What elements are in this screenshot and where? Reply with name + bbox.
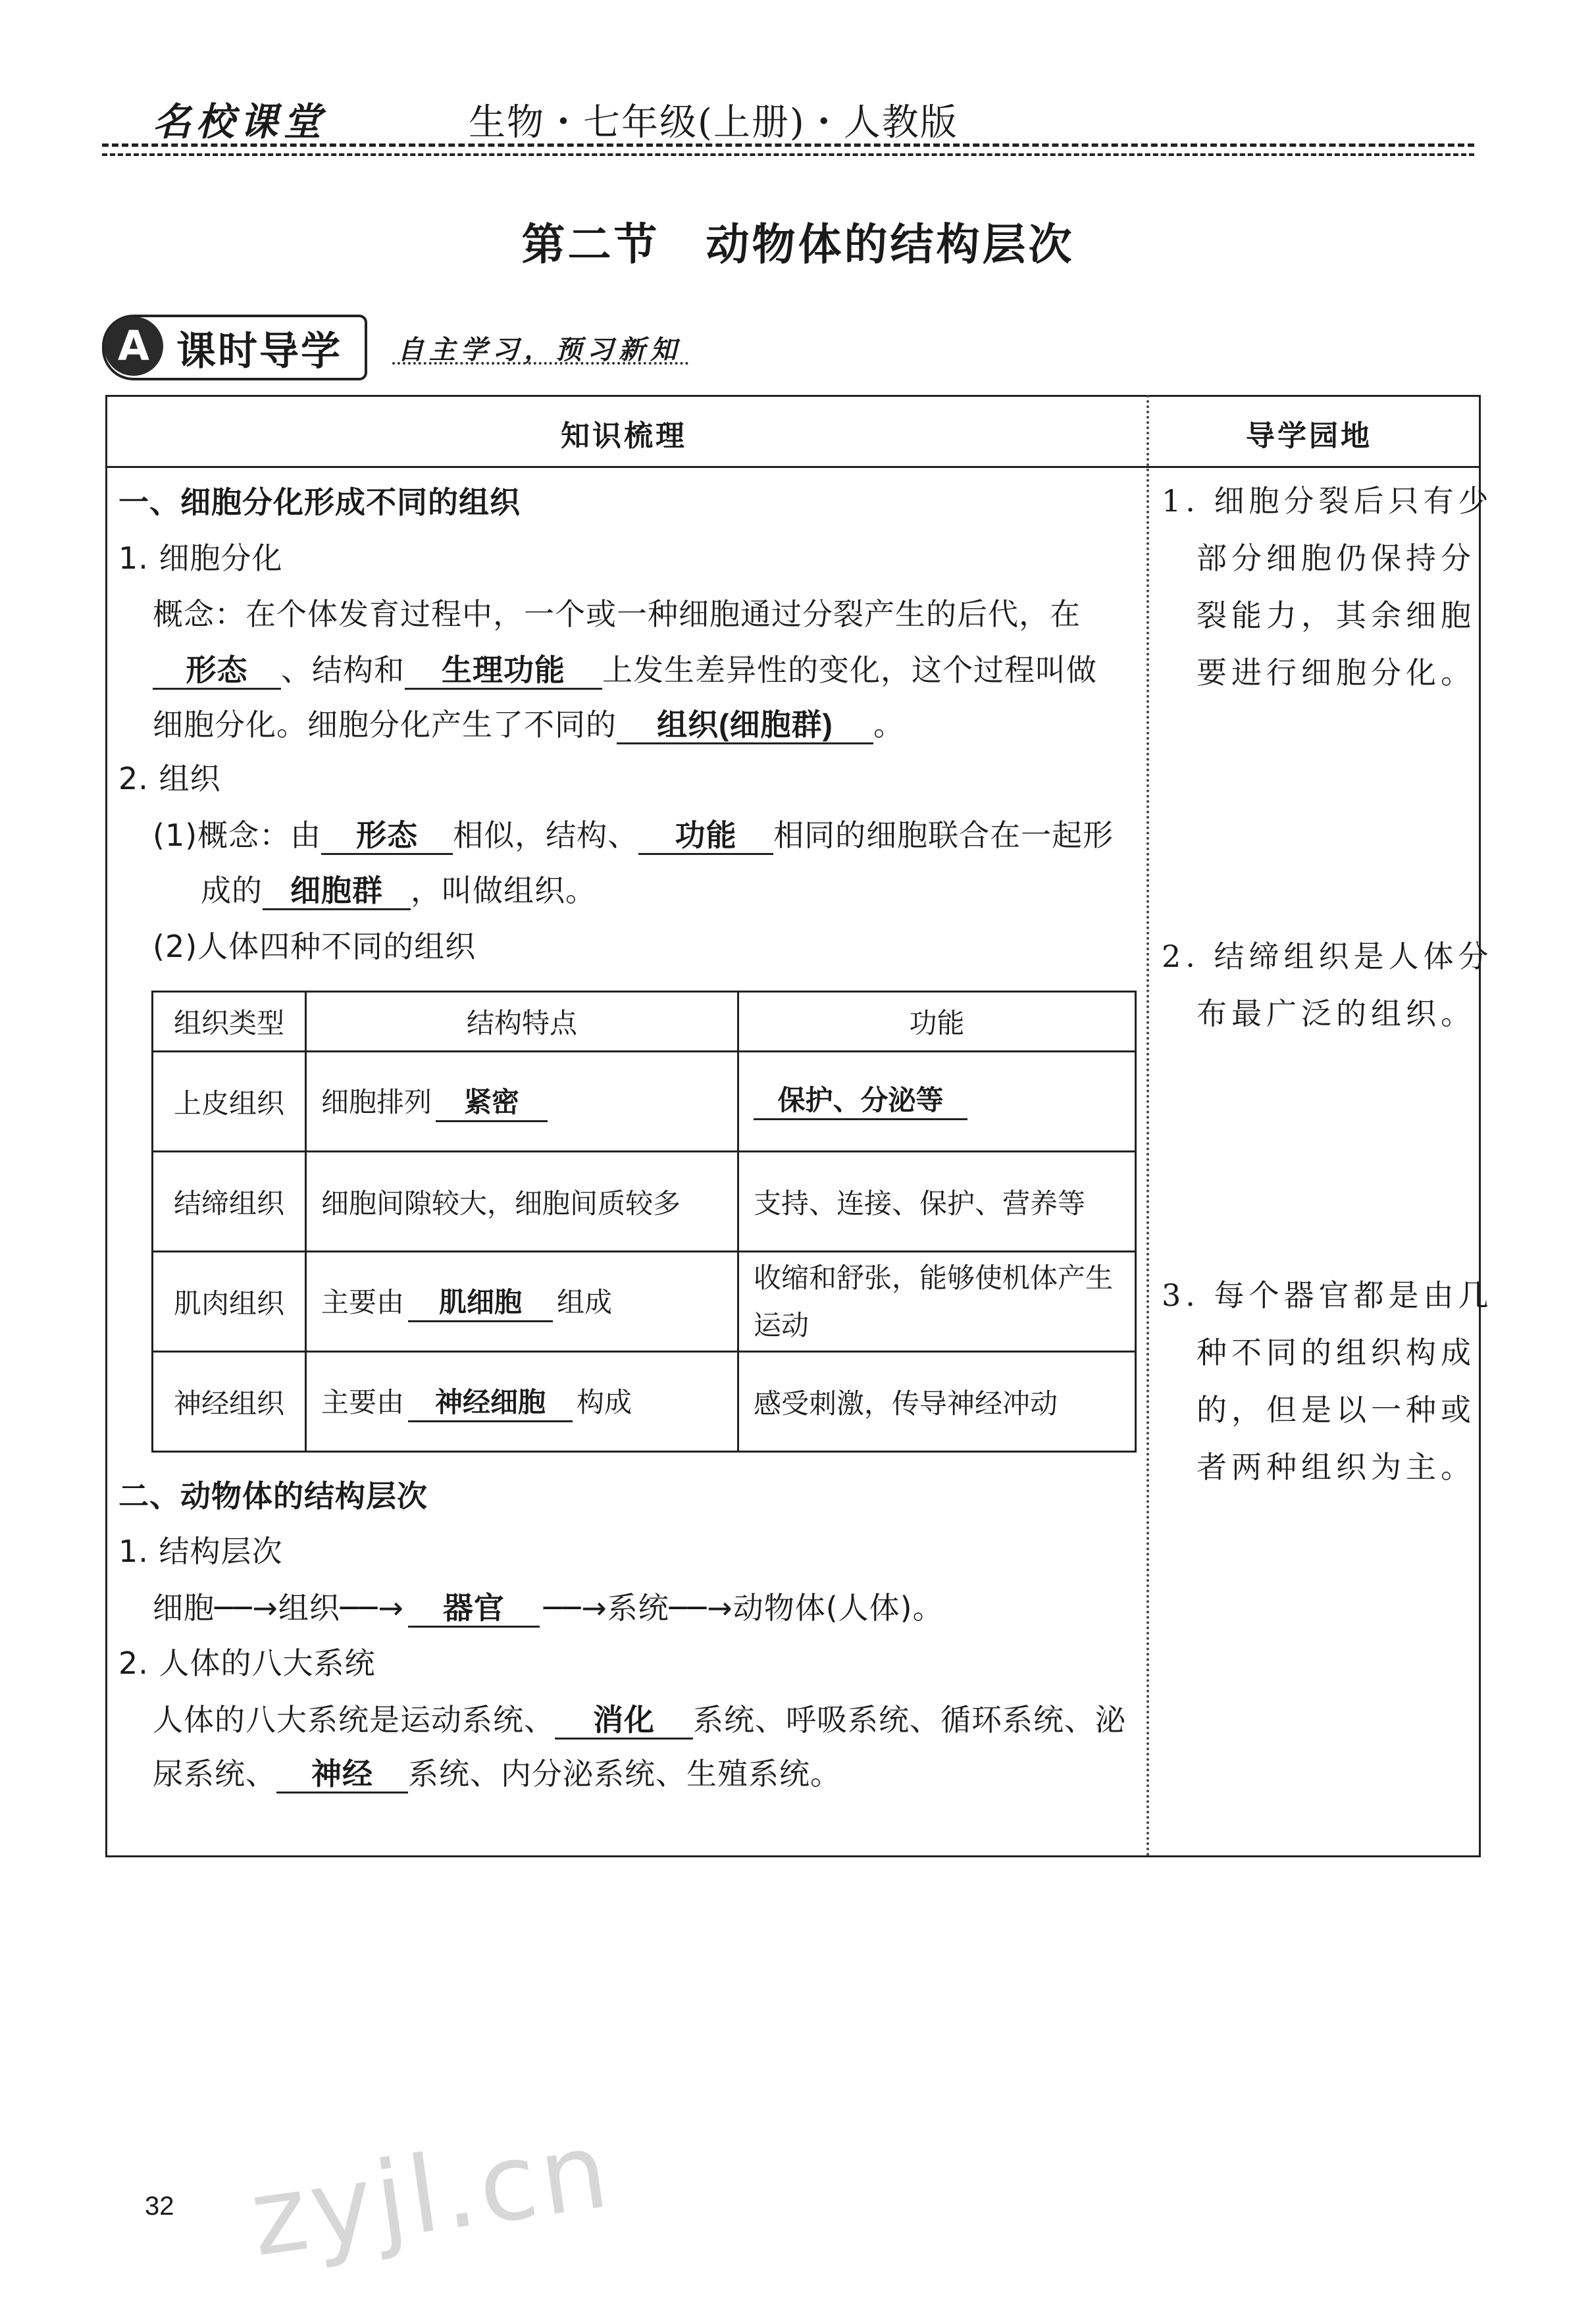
concept-line-2 bbox=[153, 648, 1097, 692]
side-note-line: 2. 结缔组织是人体分 bbox=[1162, 939, 1493, 974]
part2-s2-title: 2. 人体的八大系统 bbox=[118, 1645, 376, 1681]
section-subtitle: 自主学习，预习新知 bbox=[398, 334, 682, 365]
th-structure: 结构特点 bbox=[306, 992, 738, 1052]
part2-s1-title: 1. 结构层次 bbox=[118, 1534, 283, 1569]
blank-cell-group: 细胞群 bbox=[263, 873, 411, 910]
tissue-concept-post: ，叫做组织。 bbox=[411, 873, 596, 908]
chain-post: ──→系统──→动物体(人体)。 bbox=[543, 1590, 944, 1626]
side-note-line: 的，但是以一种或 bbox=[1197, 1392, 1476, 1428]
table-row bbox=[153, 1052, 1136, 1152]
table-row bbox=[153, 1252, 1136, 1352]
tissue-concept-mid: 相似，结构、 bbox=[453, 817, 639, 853]
tissue-table bbox=[151, 991, 1137, 1453]
text-period: 。 bbox=[873, 707, 904, 742]
side-note-line: 者两种组织为主。 bbox=[1197, 1449, 1476, 1485]
blank-shape: 形态 bbox=[153, 652, 281, 690]
tissue-type: 神经组织 bbox=[153, 1352, 306, 1452]
blank-digestive: 消化 bbox=[555, 1702, 693, 1740]
section-badge-label: 课时导学 bbox=[176, 328, 342, 374]
four-tissues-title: (2)人体四种不同的组织 bbox=[153, 929, 476, 964]
section-badge-letter: A bbox=[104, 317, 163, 376]
th-function: 功能 bbox=[738, 992, 1136, 1052]
tissue-structure bbox=[306, 1352, 738, 1452]
blank-function: 生理功能 bbox=[405, 652, 602, 690]
tissue-concept-mid2: 相同的细胞联合在一起形 bbox=[773, 817, 1114, 853]
tissue-table-header bbox=[153, 992, 1136, 1052]
blank-muscle-cell: 肌细胞 bbox=[408, 1285, 553, 1322]
blank-compact: 紧密 bbox=[436, 1085, 548, 1122]
structure-post: 构成 bbox=[577, 1386, 632, 1418]
column-header-knowledge: 知识梳理 bbox=[561, 419, 687, 453]
tissue-type: 结缔组织 bbox=[153, 1152, 306, 1252]
header-row-divider bbox=[105, 466, 1481, 468]
th-type: 组织类型 bbox=[153, 992, 306, 1052]
page-number: 32 bbox=[145, 2192, 174, 2221]
side-note-2 bbox=[1162, 928, 1493, 1043]
systems-line-2 bbox=[153, 1752, 841, 1795]
part2-heading: 二、动物体的结构层次 bbox=[118, 1478, 428, 1514]
header-divider bbox=[102, 143, 1474, 147]
tissue-concept-line-2 bbox=[201, 869, 596, 912]
side-note-1 bbox=[1162, 473, 1493, 702]
side-note-3 bbox=[1162, 1267, 1493, 1496]
table-row bbox=[153, 1352, 1136, 1452]
side-note-line: 布最广泛的组织。 bbox=[1197, 996, 1476, 1031]
tissue-concept-pre: (1)概念：由 bbox=[153, 817, 322, 853]
watermark: zyjl.cn bbox=[243, 2107, 619, 2281]
text-diff: 上发生差异性的变化，这个过程叫做 bbox=[602, 652, 1097, 688]
concept-line: 概念：在个体发育过程中，一个或一种细胞通过分裂产生的后代，在 bbox=[153, 596, 1081, 632]
tissue-function: 感受刺激，传导神经冲动 bbox=[738, 1352, 1136, 1452]
blank-protect-secrete: 保护、分泌等 bbox=[754, 1083, 967, 1120]
systems-pre: 人体的八大系统是运动系统、 bbox=[153, 1702, 555, 1738]
systems-mid: 系统、呼吸系统、循环系统、泌 bbox=[693, 1702, 1126, 1738]
tissue-type: 肌肉组织 bbox=[153, 1252, 306, 1352]
blank-tissue-function: 功能 bbox=[638, 817, 773, 855]
column-divider bbox=[1146, 395, 1149, 1857]
part1-heading: 一、细胞分化形成不同的组织 bbox=[118, 484, 521, 520]
structure-pre: 主要由 bbox=[321, 1386, 405, 1418]
structure-pre: 主要由 bbox=[321, 1286, 405, 1318]
chain-pre: 细胞──→组织──→ bbox=[153, 1590, 404, 1626]
part1-s1-title: 1. 细胞分化 bbox=[118, 540, 283, 576]
side-note-line: 要进行细胞分化。 bbox=[1197, 655, 1476, 690]
book-title: 生物・七年级(上册)・人教版 bbox=[469, 101, 958, 144]
blank-organ: 器官 bbox=[408, 1590, 540, 1628]
structure-post: 组成 bbox=[557, 1286, 613, 1318]
series-title: 名校课堂 bbox=[153, 99, 327, 144]
header-divider-lower bbox=[102, 153, 1474, 156]
tissue-concept-pre2: 成的 bbox=[201, 873, 263, 908]
tissue-structure bbox=[306, 1052, 738, 1152]
concept-line-3 bbox=[153, 703, 904, 746]
tissue-function: 支持、连接、保护、营养等 bbox=[738, 1152, 1136, 1252]
tissue-function bbox=[738, 1052, 1136, 1152]
side-note-line: 种不同的组织构成 bbox=[1197, 1335, 1476, 1370]
part1-s2-title: 2. 组织 bbox=[118, 761, 221, 796]
hierarchy-chain bbox=[153, 1586, 944, 1630]
text-diff-prod: 细胞分化。细胞分化产生了不同的 bbox=[153, 707, 617, 742]
column-header-guide: 导学园地 bbox=[1246, 419, 1372, 453]
systems2-post: 系统、内分泌系统、生殖系统。 bbox=[408, 1756, 841, 1792]
blank-nerve-cell: 神经细胞 bbox=[408, 1385, 573, 1422]
structure-pre: 细胞排列 bbox=[321, 1086, 432, 1118]
side-note-line: 部分细胞仍保持分 bbox=[1197, 540, 1476, 576]
tissue-function: 收缩和舒张，能够使机体产生运动 bbox=[738, 1252, 1136, 1352]
page-title: 第二节 动物体的结构层次 bbox=[521, 219, 1075, 270]
tissue-concept-line bbox=[153, 813, 1114, 857]
side-note-line: 裂能力，其余细胞 bbox=[1197, 598, 1476, 633]
tissue-structure: 细胞间隙较大，细胞间质较多 bbox=[306, 1152, 738, 1252]
section-subtitle-underline bbox=[392, 362, 688, 365]
text-struct-and: 、结构和 bbox=[281, 652, 405, 688]
systems-line bbox=[153, 1698, 1126, 1742]
side-note-line: 3. 每个器官都是由几 bbox=[1162, 1277, 1493, 1313]
tissue-type: 上皮组织 bbox=[153, 1052, 306, 1152]
blank-nervous: 神经 bbox=[276, 1756, 408, 1793]
blank-tissue-shape: 形态 bbox=[321, 817, 453, 855]
side-note-line: 1. 细胞分裂后只有少 bbox=[1162, 483, 1493, 519]
systems2-pre: 尿系统、 bbox=[153, 1756, 276, 1792]
table-row bbox=[153, 1152, 1136, 1252]
blank-tissue: 组织(细胞群) bbox=[617, 707, 873, 744]
tissue-structure bbox=[306, 1252, 738, 1352]
